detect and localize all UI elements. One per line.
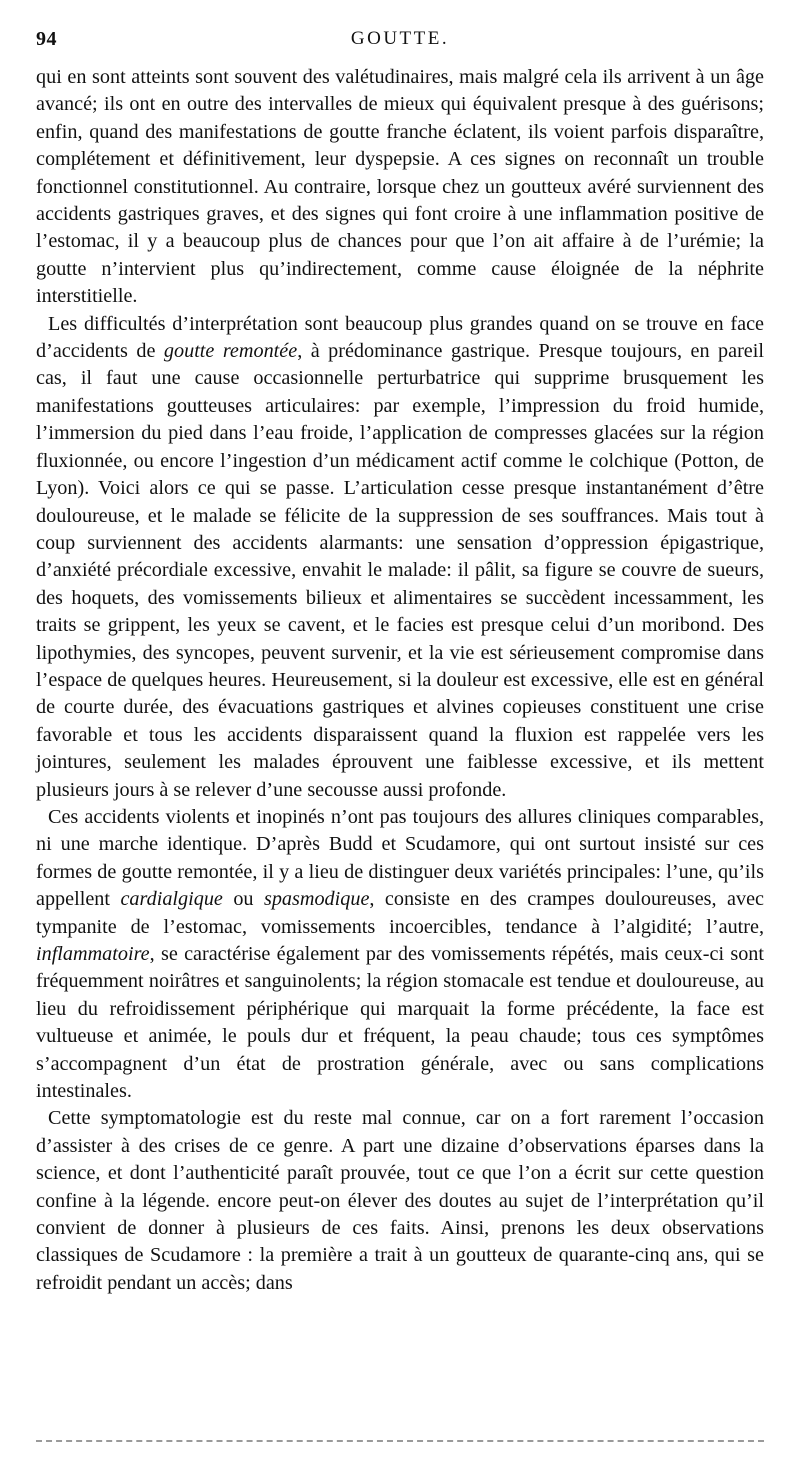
running-title: GOUTTE. bbox=[350, 28, 450, 49]
italic-term: cardialgique bbox=[120, 888, 223, 911]
italic-term: spasmodique bbox=[263, 888, 370, 911]
text-run: Ces accidents violents et inopinés n’ont pas toujours des allures cliniques comparables, ni une marche identique. D’après Budd et Scudamore, qui ont surtout insisté sur ces formes de goutte remontée, il y a lieu de distinguer deux variétés principales: l’une, qu’ils appellent bbox=[36, 805, 764, 911]
paragraph bbox=[36, 804, 764, 1105]
paragraph bbox=[36, 311, 764, 804]
body-text bbox=[36, 64, 764, 1297]
footer-dashed-rule bbox=[36, 1440, 764, 1442]
text-run: qui en sont atteints sont souvent des valétudinaires, mais malgré cela ils arrivent à un âge avancé; ils ont en outre des intervalles de mieux qui équivalent presque à des guérisons; enfin, quand des manifestations de goutte franche éclatent, ils voient parfois disparaître, complétement et définitivement, leur dyspepsie. A ces signes on reconnaît un trouble fonctionnel constitutionnel. Au contraire, lorsque chez un goutteux avéré surviennent des accidents gastriques graves, et des signes qui font croire à une inflammation positive de l’estomac, il y a beaucoup plus de chances pour que l’on ait affaire à de l’urémie; la goutte n’intervient plus qu’indirectement, comme cause éloignée de la néphrite interstitielle. bbox=[36, 66, 764, 308]
text-run: , se caractérise également par des vomissements répétés, mais ceux-ci sont fréquemment noirâtres et sanguinolents; la région stomacale est tendue et douloureuse, au lieu du refroidissement périphérique qui marquait la forme précédente, la face est vultueuse et animée, le pouls dur et fréquent, la peau chaude; tous ces symptômes s’accompagnent d’un état de prostration générale, avec ou sans complications intestinales. bbox=[36, 943, 764, 1103]
italic-term: inflammatoire bbox=[36, 943, 150, 965]
text-run: , consiste en des crampes douloureuses, avec tympanite de l’estomac, vomissements incoercibles, tendance à l’algidité; l’autre, bbox=[36, 888, 765, 938]
page-header bbox=[36, 28, 764, 54]
text-run: ou bbox=[222, 888, 264, 911]
text-run: Cette symptomatologie est du reste mal connue, car on a fort rarement l’occasion d’assister à des crises de ce genre. A part une dizaine d’observations éparses dans la science, et dont l’authenticité paraît prouvée, tout ce que l’on a écrit sur cette question confine à la légende. encore peut-on élever des doutes au sujet de l’interprétation qu’il convient de donner à plusieurs de ces faits. Ainsi, prenons les deux observations classiques de Scudamore : la première a trait à un goutteux de quarante-cinq ans, qui se refroidit pendant un accès; dans bbox=[36, 1107, 764, 1294]
text-run: Les difficultés d’interprétation sont beaucoup plus grandes quand on se trouve en face d’accidents de bbox=[36, 312, 764, 363]
page-number: 94 bbox=[36, 28, 57, 50]
italic-term: goutte remontée bbox=[163, 340, 298, 363]
paragraph bbox=[36, 64, 764, 311]
text-run: , à prédominance gastrique. Presque toujours, en pareil cas, il faut une cause occasionnelle perturbatrice qui supprime brusquement les manifestations goutteuses articulaires: par exemple, l’impression du froid humide, l’immersion du pied dans l’eau froide, l’application de compresses glacées sur la région fluxionnée, ou encore l’ingestion d’un médicament actif comme le colchique (Potton, de Lyon). Voici alors ce qui se passe. L’articulation cesse presque instantanément d’être douloureuse, et le malade se félicite de la suppression de ses souffrances. Mais tout à coup surviennent des accidents alarmants: une sensation d’oppression épigastrique, d’anxiété précordiale excessive, envahit le malade: il pâlit, sa figure se couvre de sueurs, des hoquets, des vomissements bilieux et alimentaires se succèdent incessamment, les traits se grippent, les yeux se cavent, et le facies est presque celui d’un moribond. Des lipothymies, des syncopes, peuvent survenir, et la vie est sérieusement compromise dans l’espace de quelques heures. Heureusement, si la douleur est excessive, elle est en général de courte durée, des évacuations gastriques et alvines copieuses constituent une crise favorable et tous les accidents disparaissent quand la fluxion est rappelée vers les jointures, seulement les malades éprouvent une faiblesse excessive, et ils mettent plusieurs jours à se relever d’une secousse aussi profonde. bbox=[36, 340, 764, 801]
paragraph bbox=[36, 1105, 764, 1297]
